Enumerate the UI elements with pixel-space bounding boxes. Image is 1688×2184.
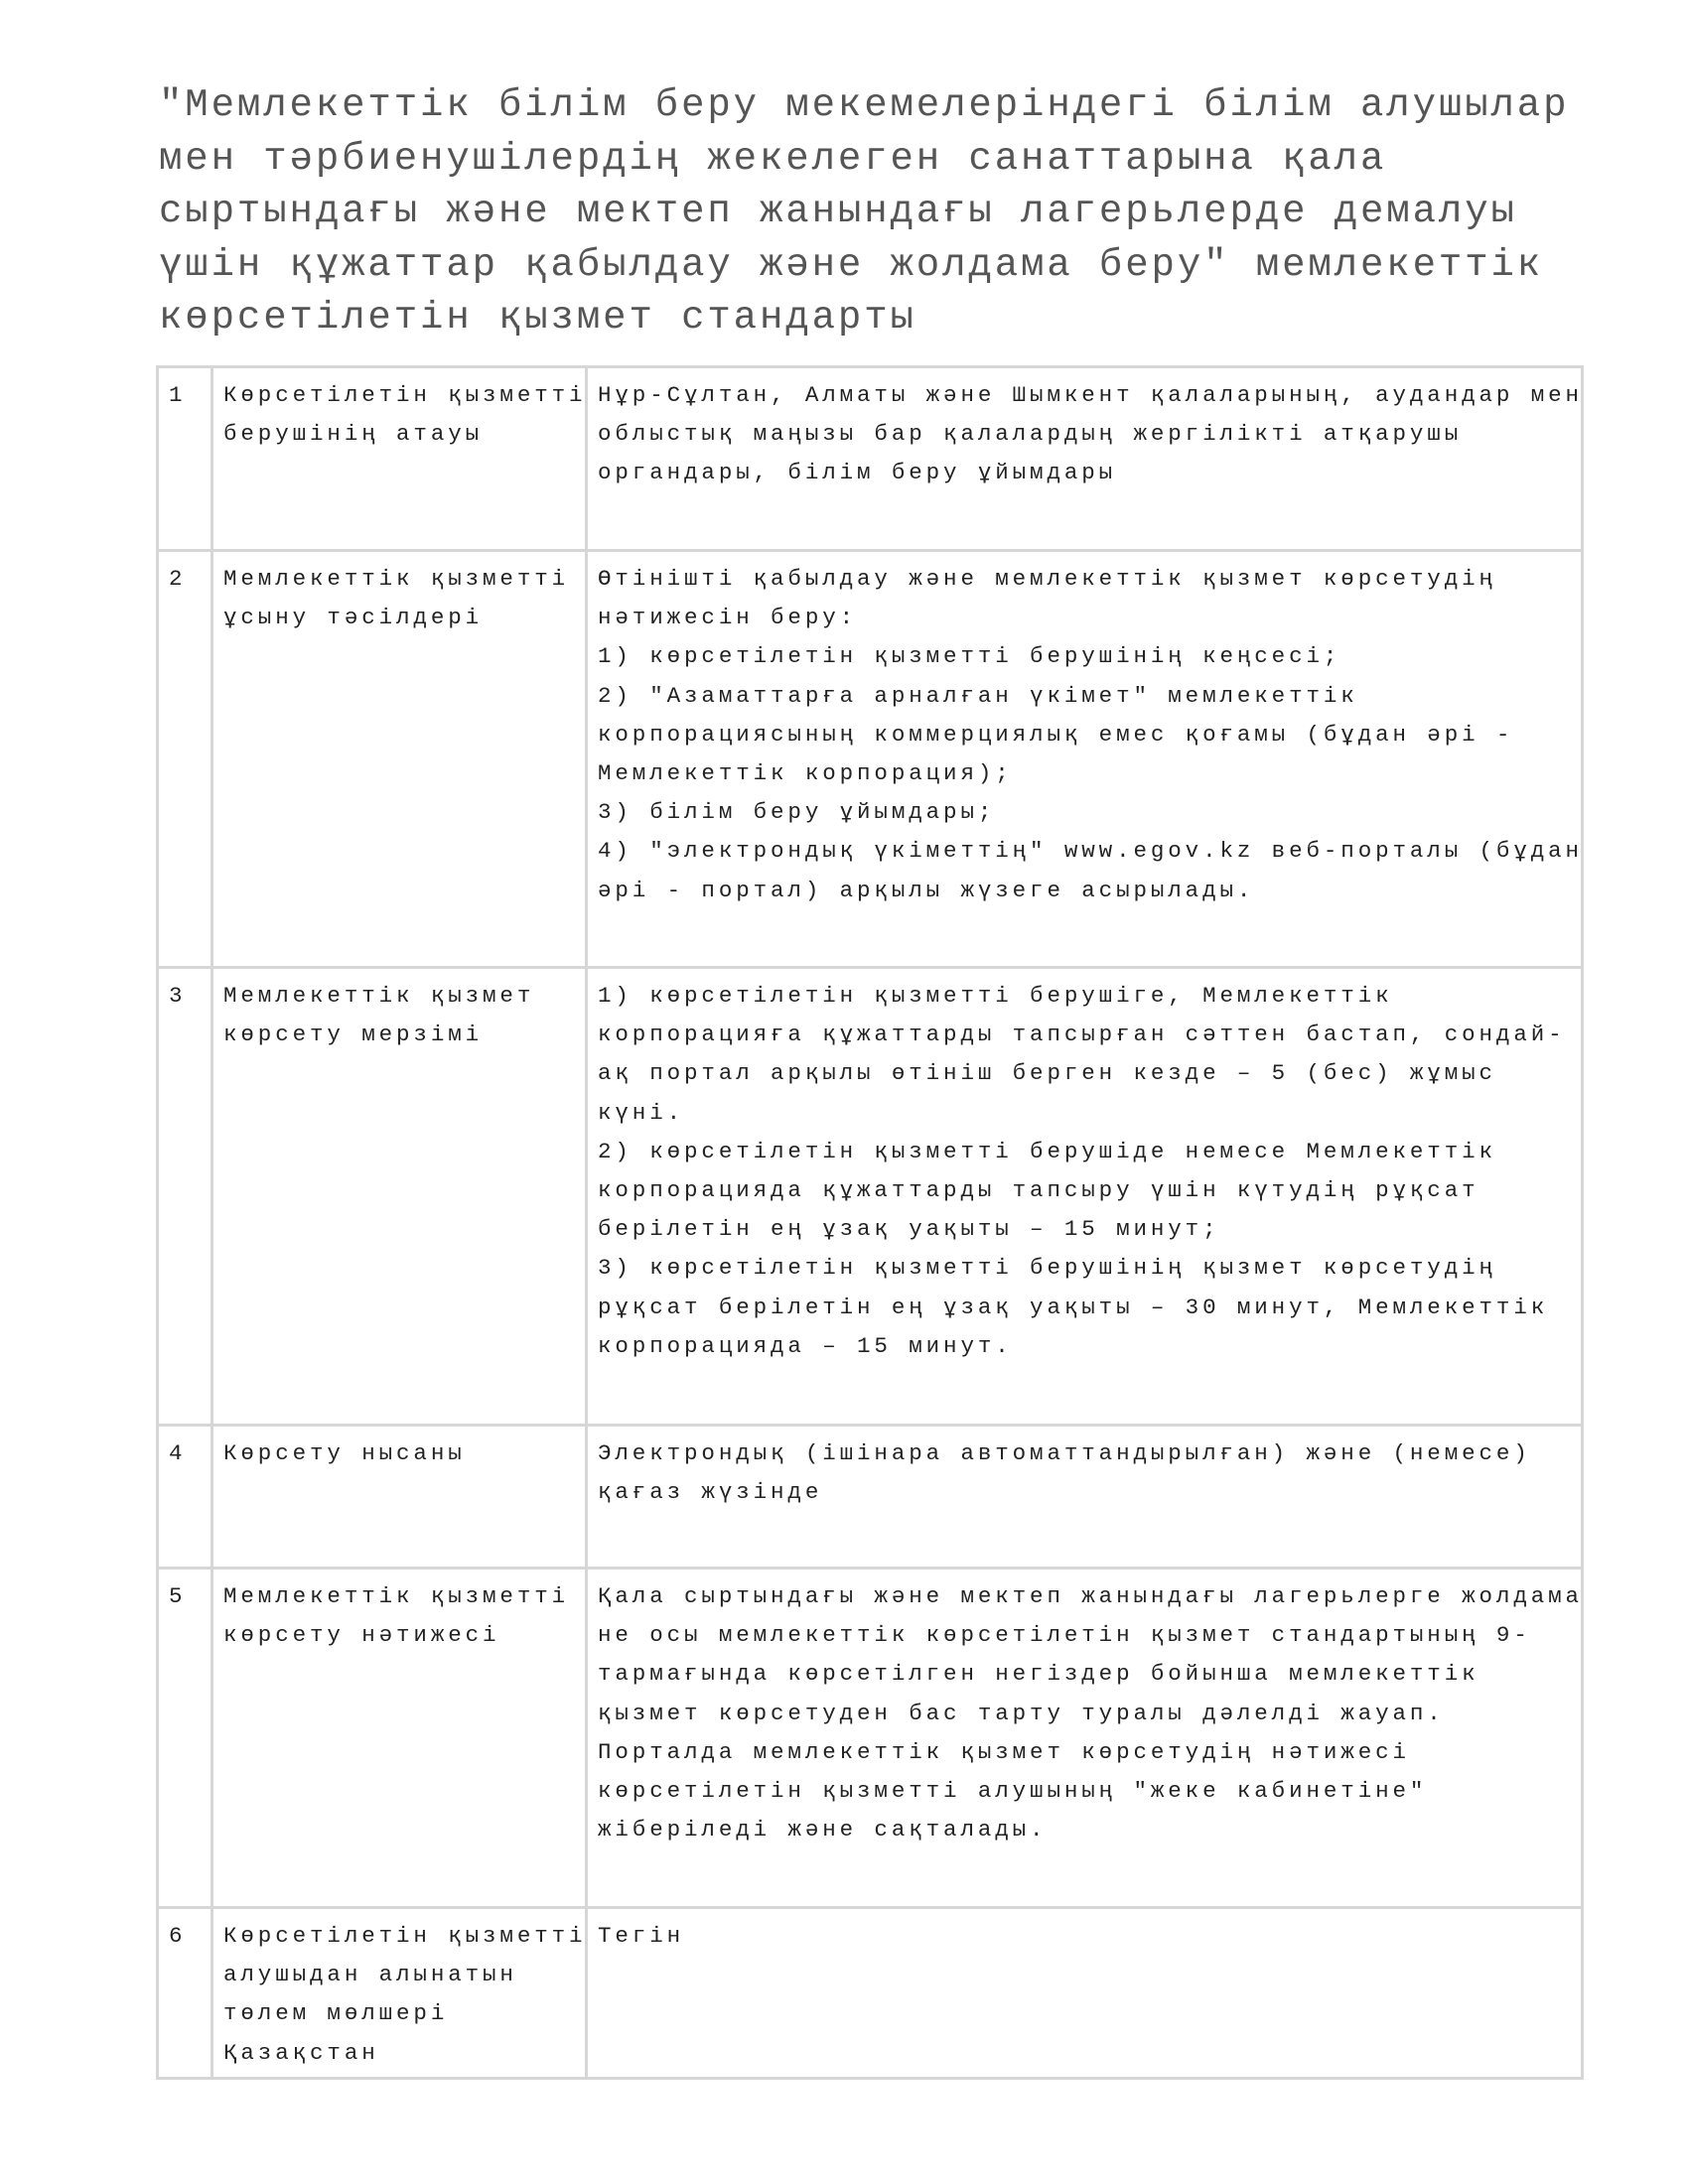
value-line: 2) көрсетілетін қызметті берушіде немесе Мемлекеттік [598,1138,1496,1164]
label-line: Мемлекеттік қызметті [223,1583,570,1609]
row-label [212,1426,587,1569]
table-row [158,1908,1583,2079]
value-line: корпорацияда – 15 минут. [598,1332,1013,1359]
label-line: Мемлекеттік қызмет [223,983,535,1009]
label-line: Көрсетілетін қызметті [223,382,587,408]
table-row [158,1569,1583,1908]
label-line: Мемлекеттік қызметті [223,566,570,592]
value-line: берілетін ең ұзақ уақыты – 15 минут; [598,1216,1220,1243]
label-line: алушыдан алынатын [223,1962,517,1988]
value-line: Қала сыртындағы және мектеп жанындағы лагерьлерге жолдама [598,1583,1583,1609]
value-line: Мемлекеттік корпорация); [598,760,1013,787]
value-line: күні. [598,1099,685,1126]
row-value [587,551,1583,968]
title-line: көрсетілетін қызмет стандарты [159,296,916,340]
table-row [158,1426,1583,1569]
row-value [587,1569,1583,1908]
title-line: "Мемлекеттік білім беру мекемелеріндегі білім алушылар [159,83,1570,127]
value-line: 2) "Азаматтарға арналған үкімет" мемлекеттік [598,682,1358,709]
title-line: мен тәрбиенушілердің жекелеген санаттарына қала [159,136,1387,181]
value-line: нәтижесін беру: [598,605,858,631]
row-value [587,1908,1583,2079]
table-row [158,367,1583,551]
page-title [159,79,1589,345]
value-line: әрі - портал) арқылы жүзеге асырылады. [598,877,1255,903]
label-line: берушінің атауы [223,421,484,448]
value-line: рұқсат берілетін ең ұзақ уақыты – 30 минут, Мемлекеттік [598,1294,1549,1320]
label-line: ұсыну тәсілдері [223,605,484,631]
label-line: көрсету мерзімі [223,1022,484,1048]
row-number: 1 [158,367,212,551]
label-line: төлем мөлшері [223,2000,449,2027]
row-value [587,1426,1583,1569]
value-line: Тегін [598,1923,685,1949]
value-line: 3) көрсетілетін қызметті берушінің қызмет көрсетудің [598,1255,1496,1282]
value-line: қағаз жүзінде [598,1479,823,1506]
value-line: жіберіледі және сақталады. [598,1817,1048,1843]
value-line: көрсетілетін қызметті алушының "жеке кабинетіне" [598,1778,1428,1805]
title-line: сыртындағы және мектеп жанындағы лагерьлерде демалуы [159,190,1517,233]
row-label [212,968,587,1426]
row-label [212,367,587,551]
row-number: 6 [158,1908,212,2079]
row-value [587,367,1583,551]
value-line: корпорацияға құжаттарды тапсырған сәттен бастап, сондай- [598,1022,1566,1048]
value-line: Электрондық (ішінара автоматтандырылған) және (немесе) [598,1440,1531,1466]
service-standard-table [156,365,1584,2080]
value-line: корпорацияда құжаттарды тапсыру үшін күтудің рұқсат [598,1177,1479,1204]
value-line: органдары, білім беру ұйымдары [598,460,1117,486]
row-label [212,551,587,968]
row-number: 4 [158,1426,212,1569]
value-line: облыстық маңызы бар қалалардың жергілікті атқарушы [598,421,1463,448]
row-label [212,1908,587,2079]
label-line: Көрсетілетін қызметті [223,1923,587,1949]
row-label [212,1569,587,1908]
value-line: корпорациясының коммерциялық емес қоғамы (бұдан әрі - [598,721,1514,748]
value-line: Порталда мемлекеттік қызмет көрсетудің нәтижесі [598,1738,1410,1765]
row-value [587,968,1583,1426]
label-line: көрсету нәтижесі [223,1622,500,1649]
value-line: Өтінішті қабылдау және мемлекеттік қызмет көрсетудің [598,566,1496,592]
label-line: Қазақстан [223,2039,379,2066]
value-line: 4) "электрондық үкіметтің" www.egov.kz веб-порталы (бұдан [598,838,1583,865]
value-line: 1) көрсетілетін қызметті берушіге, Мемлекеттік [598,983,1393,1009]
title-line: үшін құжаттар қабылдау және жолдама беру" мемлекеттік [159,242,1544,287]
row-number: 3 [158,968,212,1426]
value-line: 3) білім беру ұйымдары; [598,799,996,826]
value-line: ақ портал арқылы өтініш берген кезде – 5 (бес) жұмыс [598,1060,1496,1087]
value-line: 1) көрсетілетін қызметті берушінің кеңсесі; [598,643,1341,670]
table-row [158,968,1583,1426]
label-line: Көрсету нысаны [223,1440,466,1466]
value-line: қызмет көрсетуден бас тарту туралы дәлелді жауап. [598,1700,1445,1726]
value-line: тармағында көрсетілген негіздер бойынша мемлекеттік [598,1661,1479,1688]
value-line: Нұр-Сұлтан, Алматы және Шымкент қалаларының, аудандар мен [598,382,1583,408]
value-line: не осы мемлекеттік көрсетілетін қызмет стандартының 9- [598,1622,1531,1649]
row-number: 2 [158,551,212,968]
table-row [158,551,1583,968]
row-number: 5 [158,1569,212,1908]
